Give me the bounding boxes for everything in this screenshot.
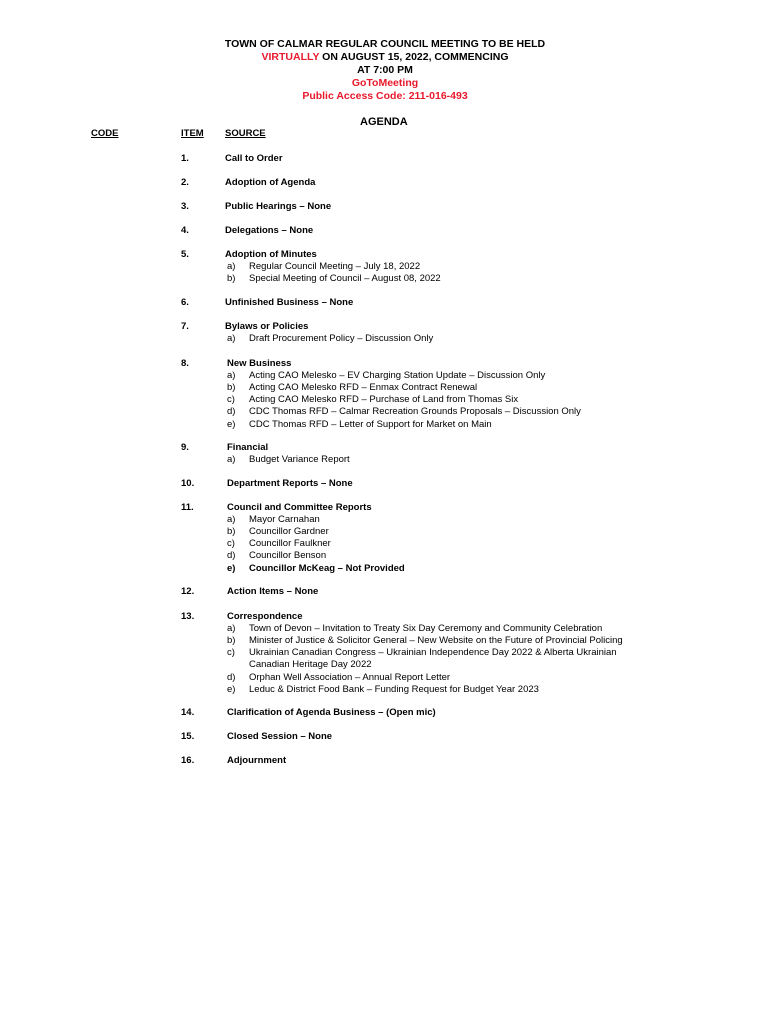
- sub-item-letter: b): [227, 273, 236, 285]
- sub-item-letter: a): [227, 261, 236, 273]
- column-header-item: ITEM: [181, 128, 204, 139]
- sub-item-text: Ukrainian Canadian Congress – Ukrainian Independence Day 2022 & Alberta Ukrainian: [249, 647, 617, 659]
- sub-item-letter: c): [227, 647, 235, 659]
- item-number: 14.: [181, 707, 195, 718]
- item-number: 1.: [181, 153, 189, 164]
- sub-item-letter: a): [227, 454, 236, 466]
- sub-item-letter: c): [227, 394, 235, 406]
- item-number: 5.: [181, 249, 189, 260]
- item-title: Closed Session – None: [227, 731, 333, 742]
- sub-item-text: Canadian Heritage Day 2022: [249, 659, 372, 671]
- item-title: Unfinished Business – None: [225, 297, 354, 308]
- sub-item-letter: b): [227, 382, 236, 394]
- item-title: Council and Committee Reports: [227, 502, 372, 513]
- sub-item-text: Councillor McKeag – Not Provided: [249, 562, 405, 574]
- item-title: Bylaws or Policies: [225, 321, 309, 332]
- sub-item-text: Leduc & District Food Bank – Funding Request for Budget Year 2023: [249, 683, 539, 695]
- header-line-2: [0, 51, 770, 64]
- sub-item-text: Mayor Carnahan: [249, 514, 320, 526]
- sub-item-letter: a): [227, 370, 236, 382]
- item-title: Public Hearings – None: [225, 201, 332, 212]
- header-line-3: AT 7:00 PM: [357, 64, 413, 76]
- item-title: New Business: [227, 358, 292, 369]
- sub-item-letter: d): [227, 550, 236, 562]
- item-number: 15.: [181, 731, 195, 742]
- item-title: Adoption of Minutes: [225, 249, 317, 260]
- sub-item-letter: d): [227, 406, 236, 418]
- item-number: 2.: [181, 177, 189, 188]
- header-line-1: TOWN OF CALMAR REGULAR COUNCIL MEETING TO BE HELD: [224, 38, 546, 50]
- item-title: Delegations – None: [225, 225, 314, 236]
- sub-item-text: Minister of Justice & Solicitor General – New Website on the Future of Provincial Policing: [249, 635, 623, 647]
- item-title: Correspondence: [227, 611, 303, 622]
- column-header-source: SOURCE: [225, 128, 266, 139]
- sub-item-letter: e): [227, 562, 236, 574]
- column-header-code: CODE: [91, 128, 119, 139]
- access-code: Public Access Code: 211-016-493: [302, 90, 468, 102]
- sub-item-text: Acting CAO Melesko RFD – Purchase of Land from Thomas Six: [249, 394, 519, 406]
- item-title: Call to Order: [225, 153, 283, 164]
- sub-item-letter: a): [227, 514, 236, 526]
- sub-item-text: Councillor Gardner: [249, 526, 329, 538]
- sub-item-text: Acting CAO Melesko RFD – Enmax Contract Renewal: [249, 382, 478, 394]
- date-text: ON AUGUST 15, 2022, COMMENCING: [319, 51, 509, 63]
- agenda-title: AGENDA: [360, 116, 408, 128]
- item-title: Adjournment: [227, 755, 287, 766]
- item-number: 12.: [181, 586, 195, 597]
- virtually-text: VIRTUALLY: [261, 51, 320, 63]
- item-number: 10.: [181, 478, 195, 489]
- sub-item-text: Regular Council Meeting – July 18, 2022: [249, 261, 421, 273]
- sub-item-letter: b): [227, 635, 236, 647]
- item-number: 9.: [181, 442, 189, 453]
- item-title: Department Reports – None: [227, 478, 353, 489]
- sub-item-text: Budget Variance Report: [249, 454, 350, 466]
- item-number: 4.: [181, 225, 189, 236]
- meeting-platform: GoToMeeting: [351, 77, 419, 89]
- sub-item-letter: a): [227, 333, 236, 345]
- item-number: 8.: [181, 358, 189, 369]
- sub-item-text: CDC Thomas RFD – Calmar Recreation Grounds Proposals – Discussion Only: [249, 406, 581, 418]
- sub-item-letter: d): [227, 671, 236, 683]
- sub-item-letter: a): [227, 623, 236, 635]
- sub-item-letter: e): [227, 418, 236, 430]
- sub-item-text: Draft Procurement Policy – Discussion Only: [249, 333, 434, 345]
- item-number: 11.: [181, 502, 194, 513]
- sub-item-text: Special Meeting of Council – August 08, 2022: [249, 273, 441, 285]
- sub-item-text: Orphan Well Association – Annual Report Letter: [249, 671, 451, 683]
- item-number: 6.: [181, 297, 189, 308]
- sub-item-text: Councillor Benson: [249, 550, 327, 562]
- sub-item-letter: e): [227, 683, 236, 695]
- sub-item-letter: b): [227, 526, 236, 538]
- item-title: Clarification of Agenda Business – (Open mic): [227, 707, 436, 718]
- item-title: Action Items – None: [227, 586, 319, 597]
- sub-item-text: CDC Thomas RFD – Letter of Support for Market on Main: [249, 418, 492, 430]
- item-number: 3.: [181, 201, 189, 212]
- sub-item-text: Town of Devon – Invitation to Treaty Six Day Ceremony and Community Celebration: [249, 623, 603, 635]
- item-title: Adoption of Agenda: [225, 177, 316, 188]
- sub-item-text: Acting CAO Melesko – EV Charging Station Update – Discussion Only: [249, 370, 546, 382]
- item-number: 7.: [181, 321, 189, 332]
- item-number: 16.: [181, 755, 195, 766]
- item-number: 13.: [181, 611, 195, 622]
- item-title: Financial: [227, 442, 269, 453]
- sub-item-letter: c): [227, 538, 235, 550]
- sub-item-text: Councillor Faulkner: [249, 538, 331, 550]
